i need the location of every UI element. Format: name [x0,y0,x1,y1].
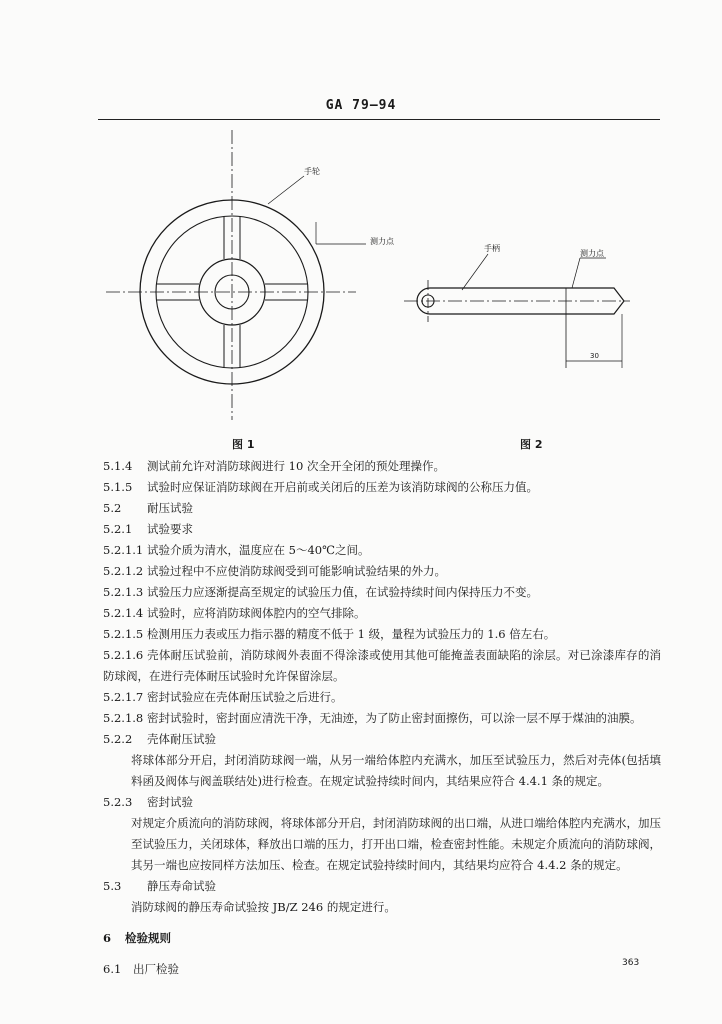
clause: 5.1.4 测试前允许对消防球阀进行 10 次全开全闭的预处理操作。 [103,459,445,473]
paragraph: 对规定介质流向的消防球阀，将球体部分开启，封闭消防球阀的出口端，从进口端给体腔内充满水，加压至试验压力，关闭球体，释放出口端的压力，打开出口端，检查密封性能。未规定介质流向的消防球阀，其另一端也应按同样方法加压、检查。在规定试验持续时间内，其结果均应符合 4.4.2 条的规定。 [131,816,661,872]
leader-force-point-2 [572,258,580,288]
figure1-handwheel [106,130,366,420]
section-heading: 6.1 出厂检验 [103,962,179,976]
clause: 5.2.1.8 密封试验时，密封面应清洗干净，无油迹，为了防止密封面擦伤，可以涂一层不厚于煤油的油膜。 [103,711,642,725]
figure1-caption: 图 1 [232,438,255,451]
subsection-heading: 5.2.2 壳体耐压试验 [103,732,216,746]
clause: 5.2.1.1 试验介质为清水，温度应在 5～40℃之间。 [103,543,370,557]
section-heading: 5.2 耐压试验 [103,501,193,515]
figure2-caption: 图 2 [520,438,543,451]
label-force-point-2: 测力点 [580,249,604,258]
paragraph: 将球体部分开启，封闭消防球阀一端，从另一端给体腔内充满水，加压至试验压力，然后对壳体(包括填料函及阀体与阀盖联结处)进行检查。在规定试验持续时间内，其结果应符合 4.4.1 条的规定。 [131,753,661,788]
clause: 5.1.5 试验时应保证消防球阀在开启前或关闭后的压差为该消防球阀的公称压力值。 [103,480,538,494]
section-heading: 5.3 静压寿命试验 [103,879,216,893]
label-handle: 手柄 [484,244,500,253]
clause: 5.2.1.5 检测用压力表或压力指示器的精度不低于 1 级，量程为试验压力的 1.6 倍左右。 [103,627,556,641]
subsection-heading: 5.2.3 密封试验 [103,795,193,809]
page-number: 363 [622,958,640,968]
subsection-heading: 5.2.1 试验要求 [103,522,193,536]
paragraph: 消防球阀的静压寿命试验按 JB/Z 246 的规定进行。 [131,900,396,914]
leader-handle [462,254,488,290]
clause: 5.2.1.2 试验过程中不应使消防球阀受到可能影响试验结果的外力。 [103,564,446,578]
figure2-handle [404,254,630,368]
figures [0,0,722,460]
label-force-point-1: 测力点 [370,237,394,246]
standard-code-header: GA 79—94 [325,98,397,113]
clause: 5.2.1.4 试验时，应将消防球阀体腔内的空气排除。 [103,606,366,620]
dimension-value: 30 [590,352,599,360]
clause: 5.2.1.6 壳体耐压试验前，消防球阀外表面不得涂漆或使用其他可能掩盖表面缺陷的涂层。对已涂漆库存的消防球阀，在进行壳体耐压试验时允许保留涂层。 [103,648,661,683]
label-handwheel: 手轮 [304,167,320,176]
leader-handwheel [268,176,304,204]
clause: 5.2.1.7 密封试验应在壳体耐压试验之后进行。 [103,690,343,704]
chapter-heading: 6 检验规则 [103,931,171,945]
clause: 5.2.1.3 试验压力应逐渐提高至规定的试验压力值，在试验持续时间内保持压力不变。 [103,585,538,599]
document-body [103,456,661,980]
